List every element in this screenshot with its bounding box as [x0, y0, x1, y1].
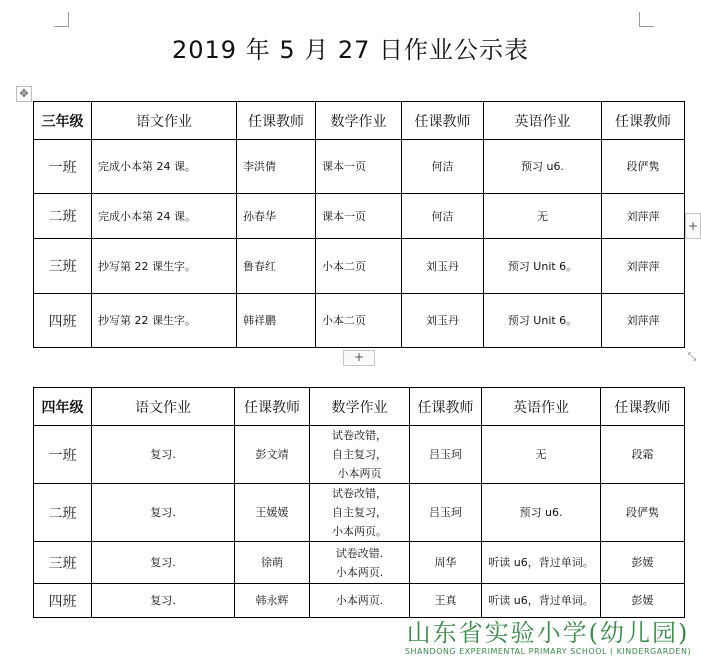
table-cell[interactable]: 小本二页	[316, 239, 402, 294]
table-cell[interactable]: 预习 Unit 6。	[484, 239, 602, 294]
table-cell[interactable]: 刘萍萍	[602, 194, 685, 239]
table-cell[interactable]: 课本一页	[316, 194, 402, 239]
page-corner-mark-top-left	[54, 12, 69, 27]
table-cell[interactable]: 孙春华	[237, 194, 316, 239]
column-header: 英语作业	[484, 102, 602, 140]
table-cell[interactable]: 复习.	[92, 484, 235, 542]
table-row	[34, 426, 685, 484]
table-cell[interactable]: 试卷改错. 小本两页.	[310, 542, 410, 584]
table-cell[interactable]: 何洁	[402, 140, 484, 194]
page-corner-mark-top-right	[639, 12, 654, 27]
class-name-cell[interactable]: 三班	[34, 542, 92, 584]
table-cell[interactable]: 预习 u6.	[484, 140, 602, 194]
table-cell[interactable]: 何洁	[402, 194, 484, 239]
table-cell[interactable]: 预习 Unit 6。	[484, 294, 602, 348]
class-name-cell[interactable]: 一班	[34, 140, 92, 194]
table-cell[interactable]: 韩祥鹏	[237, 294, 316, 348]
table-cell[interactable]: 彭媛	[601, 584, 685, 618]
table-cell[interactable]: 听读 u6，背过单词。	[482, 542, 601, 584]
table-cell[interactable]: 复习.	[92, 426, 235, 484]
table-cell[interactable]: 段俨隽	[602, 140, 685, 194]
column-header: 任课教师	[235, 388, 310, 426]
table-row	[34, 294, 685, 348]
table-header-row	[34, 388, 685, 426]
column-header: 语文作业	[92, 102, 237, 140]
grade4-homework-table	[33, 387, 685, 618]
table-cell[interactable]: 刘萍萍	[602, 294, 685, 348]
table-cell[interactable]: 小本两页.	[310, 584, 410, 618]
table-cell[interactable]: 刘玉丹	[402, 294, 484, 348]
table-cell[interactable]: 彭文靖	[235, 426, 310, 484]
table-cell[interactable]: 刘萍萍	[602, 239, 685, 294]
table-cell[interactable]: 王媛媛	[235, 484, 310, 542]
table-header-row	[34, 102, 685, 140]
table-cell[interactable]: 抄写第 22 课生字。	[92, 294, 237, 348]
column-header: 英语作业	[482, 388, 601, 426]
class-name-cell[interactable]: 三班	[34, 239, 92, 294]
table-cell[interactable]: 预习 u6.	[482, 484, 601, 542]
table-cell[interactable]: 吕玉珂	[410, 426, 482, 484]
column-header: 任课教师	[601, 388, 685, 426]
table-cell[interactable]: 复习.	[92, 584, 235, 618]
table-row	[34, 542, 685, 584]
class-name-cell[interactable]: 一班	[34, 426, 92, 484]
table-row	[34, 484, 685, 542]
grade-header-cell: 四年级	[34, 388, 92, 426]
table-cell[interactable]: 刘玉丹	[402, 239, 484, 294]
table-row	[34, 584, 685, 618]
table-cell[interactable]: 韩永辉	[235, 584, 310, 618]
table-cell[interactable]: 课本一页	[316, 140, 402, 194]
table-cell[interactable]: 李洪倩	[237, 140, 316, 194]
grade3-homework-table	[33, 101, 685, 348]
table-cell[interactable]: 段俨隽	[601, 484, 685, 542]
column-header: 任课教师	[237, 102, 316, 140]
watermark-chinese: 山东省实验小学(幼儿园)	[406, 619, 690, 647]
class-name-cell[interactable]: 二班	[34, 484, 92, 542]
table-cell[interactable]: 无	[484, 194, 602, 239]
table-row	[34, 140, 685, 194]
table-row	[34, 194, 685, 239]
grade-header-cell: 三年级	[34, 102, 92, 140]
class-name-cell[interactable]: 二班	[34, 194, 92, 239]
table-cell[interactable]: 试卷改错， 自主复习， 小本两页。	[310, 484, 410, 542]
move-arrows-icon[interactable]: ✥	[16, 86, 32, 102]
diagonal-resize-icon[interactable]: ⤡	[687, 350, 697, 363]
table-cell[interactable]: 段霜	[601, 426, 685, 484]
column-header: 数学作业	[310, 388, 410, 426]
table-cell[interactable]: 鲁春红	[237, 239, 316, 294]
column-header: 任课教师	[410, 388, 482, 426]
column-header: 语文作业	[92, 388, 235, 426]
table-cell[interactable]: 完成小本第 24 课。	[92, 194, 237, 239]
column-header: 任课教师	[602, 102, 685, 140]
document-title: 2019 年 5 月 27 日作业公示表	[171, 36, 530, 64]
table-cell[interactable]: 抄写第 22 课生字。	[92, 239, 237, 294]
school-watermark-logo	[398, 620, 698, 658]
table-row	[34, 239, 685, 294]
table-cell[interactable]: 无	[482, 426, 601, 484]
plus-icon[interactable]: +	[343, 350, 375, 366]
class-name-cell[interactable]: 四班	[34, 294, 92, 348]
table-cell[interactable]: 小本二页	[316, 294, 402, 348]
table-cell[interactable]: 完成小本第 24 课。	[92, 140, 237, 194]
table-cell[interactable]: 王真	[410, 584, 482, 618]
column-header: 数学作业	[316, 102, 402, 140]
table-cell[interactable]: 周华	[410, 542, 482, 584]
table-cell[interactable]: 彭媛	[601, 542, 685, 584]
table-cell[interactable]: 听读 u6，背过单词。	[482, 584, 601, 618]
table-cell[interactable]: 试卷改错， 自主复习， 小本两页	[310, 426, 410, 484]
class-name-cell[interactable]: 四班	[34, 584, 92, 618]
table-cell[interactable]: 复习.	[92, 542, 235, 584]
table-cell[interactable]: 吕玉珂	[410, 484, 482, 542]
plus-icon[interactable]: +	[685, 213, 701, 239]
watermark-english: SHANDONG EXPERIMENTAL PRIMARY SCHOOL ( KINDERGARDEN)	[404, 647, 692, 656]
column-header: 任课教师	[402, 102, 484, 140]
table-cell[interactable]: 徐萌	[235, 542, 310, 584]
